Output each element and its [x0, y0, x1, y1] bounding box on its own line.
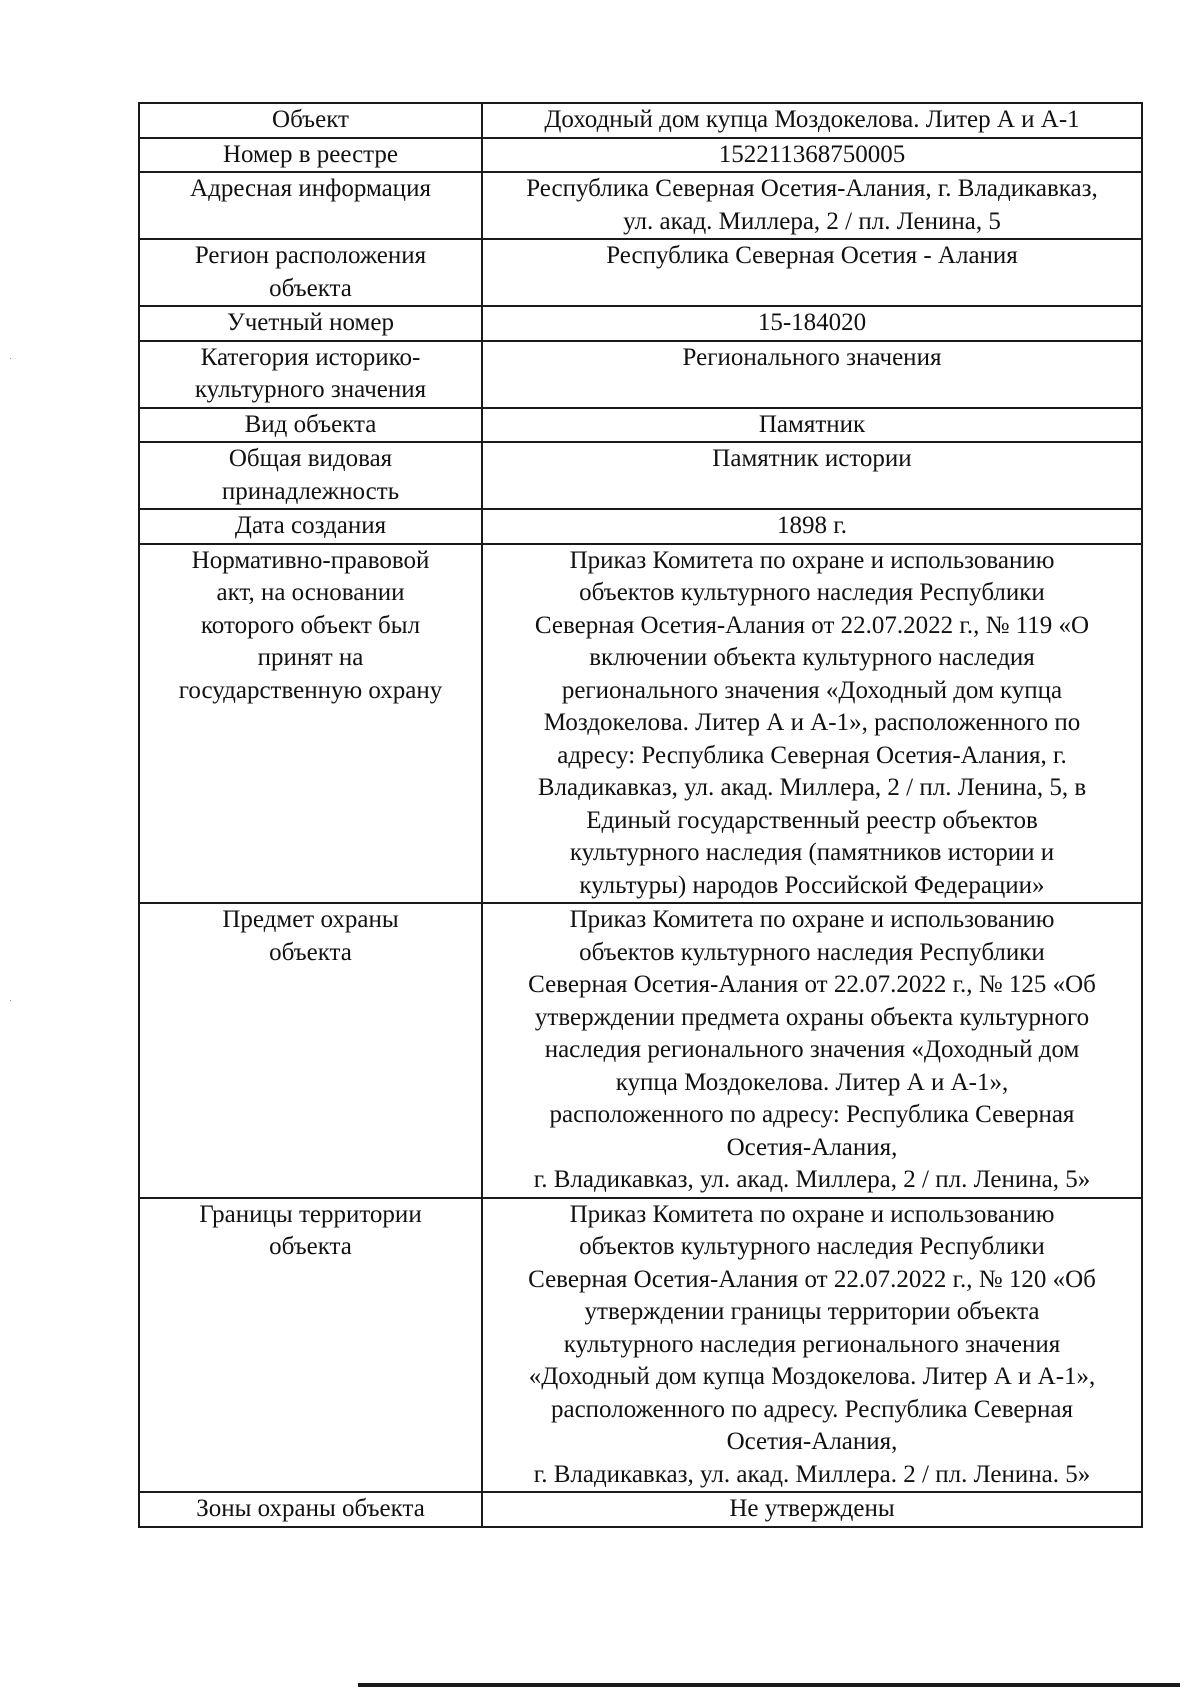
field-label-line: акт, на основании — [216, 579, 405, 606]
table-row — [139, 138, 1142, 173]
field-label-line: объекта — [269, 1233, 352, 1260]
field-value-line: Северная Осетия-Алания от 22.07.2022 г., № 120 «Об — [528, 1265, 1096, 1293]
field-value-line: 152211368750005 — [718, 140, 906, 168]
field-label-cell — [139, 903, 482, 1198]
table-row — [139, 509, 1142, 544]
bottom-edge-line — [358, 1683, 1180, 1687]
field-value-line: Приказ Комитета по охране и использованию — [569, 546, 1055, 574]
field-value-line: Приказ Комитета по охране и использованию — [569, 906, 1055, 933]
field-label-line: Зоны охраны объекта — [196, 1495, 425, 1522]
field-label-cell — [139, 172, 482, 239]
table-row — [139, 341, 1142, 408]
field-label-line: принят на — [257, 644, 364, 671]
field-label-cell — [139, 239, 482, 306]
field-label-line: Общая видовая — [228, 445, 393, 472]
field-label-cell — [139, 1492, 482, 1527]
field-label-line: Адресная информация — [190, 175, 431, 202]
field-value-cell — [482, 138, 1142, 173]
field-value-line: Приказ Комитета по охране и использованию — [569, 1200, 1055, 1228]
field-label-line: государственную охрану — [178, 676, 443, 704]
field-label-line: Учетный номер — [227, 309, 394, 336]
field-value-line: Регионального значения — [682, 343, 942, 371]
field-value-line: объектов культурного наследия Республики — [579, 1233, 1045, 1260]
field-label-cell — [139, 509, 482, 544]
table-row — [139, 172, 1142, 239]
field-value-line: г. Владикавказ, ул. акад. Миллера. 2 / пл. Ленина. 5» — [533, 1460, 1091, 1488]
field-value-line: объектов культурного наследия Республики — [579, 938, 1045, 966]
field-value-cell — [482, 509, 1142, 544]
table-row — [139, 544, 1142, 904]
table-row — [139, 1492, 1142, 1527]
field-value-line: регионального значения «Доходный дом купца — [561, 676, 1063, 704]
object-passport-table — [138, 102, 1143, 1528]
field-value-line: Республика Северная Осетия - Алания — [606, 242, 1018, 269]
table-row — [139, 903, 1142, 1198]
table-row — [139, 306, 1142, 341]
field-label-line: Объект — [272, 106, 349, 133]
field-value-cell — [482, 544, 1142, 904]
field-value-line: культурного наследия (памятников истории и — [569, 839, 1055, 866]
field-value-line: Не утверждены — [729, 1495, 895, 1522]
field-value-cell — [482, 903, 1142, 1198]
field-label-cell — [139, 306, 482, 341]
field-label-line: Регион расположения — [194, 242, 427, 269]
field-value-line: г. Владикавказ, ул. акад. Миллера, 2 / пл. Ленина, 5» — [533, 1166, 1091, 1193]
field-value-line: культуры) народов Российской Федерации» — [579, 871, 1045, 899]
table-row — [139, 1198, 1142, 1493]
field-value-line: 15-184020 — [757, 309, 867, 336]
field-value-line: купца Моздокелова. Литер А и А-1», — [615, 1068, 1009, 1096]
field-value-line: Памятник истории — [712, 445, 912, 472]
field-label-cell — [139, 442, 482, 509]
field-label-line: Границы территории — [199, 1200, 422, 1228]
field-label-line: Вид объекта — [244, 410, 377, 438]
field-value-line: «Доходный дом купца Моздокелова. Литер А и А-1», — [528, 1363, 1096, 1390]
field-value-cell — [482, 239, 1142, 306]
table-row — [139, 103, 1142, 138]
scan-speck — [10, 1000, 11, 1001]
field-label-cell — [139, 138, 482, 173]
field-value-line: Республика Северная Осетия-Алания, г. Владикавказ, — [526, 175, 1098, 202]
field-value-line: объектов культурного наследия Республики — [579, 579, 1045, 606]
field-value-cell — [482, 172, 1142, 239]
field-value-cell — [482, 1492, 1142, 1527]
field-value-cell — [482, 442, 1142, 509]
field-value-line: наследия регионального значения «Доходный дом — [544, 1036, 1080, 1063]
field-value-line: адресу: Республика Северная Осетия-Алания, г. — [557, 741, 1067, 769]
field-value-line: Единый государственный реестр объектов — [586, 806, 1038, 834]
field-label-cell — [139, 544, 482, 904]
field-label-line: культурного значения — [194, 376, 427, 403]
field-value-line: Осетия-Алания, — [726, 1428, 898, 1455]
field-label-line: объекта — [269, 274, 352, 302]
field-value-line: 1898 г. — [777, 512, 847, 539]
field-value-line: Моздокелова. Литер А и А-1», расположенного по — [543, 709, 1081, 736]
table-row — [139, 442, 1142, 509]
field-label-line: принадлежность — [221, 477, 400, 505]
table-row — [139, 239, 1142, 306]
field-value-cell — [482, 341, 1142, 408]
field-label-line: объекта — [269, 938, 352, 966]
field-label-cell — [139, 103, 482, 138]
field-label-line: Категория историко- — [200, 343, 421, 371]
field-label-cell — [139, 341, 482, 408]
field-value-line: ул. акад. Миллера, 2 / пл. Ленина, 5 — [623, 207, 1001, 235]
field-label-cell — [139, 408, 482, 443]
scan-speck — [10, 358, 11, 359]
field-value-cell — [482, 306, 1142, 341]
field-value-line: расположенного по адресу: Республика Северная — [549, 1101, 1075, 1128]
field-value-line: Осетия-Алания, — [726, 1133, 898, 1161]
field-value-line: Памятник — [758, 410, 866, 438]
field-value-line: культурного наследия регионального значения — [563, 1330, 1061, 1358]
passport-table-body — [139, 103, 1142, 1527]
field-value-line: утверждении предмета охраны объекта культурного — [534, 1003, 1090, 1031]
field-value-cell — [482, 408, 1142, 443]
field-label-line: Предмет охраны — [222, 906, 399, 933]
field-label-cell — [139, 1198, 482, 1493]
table-row — [139, 408, 1142, 443]
field-value-line: расположенного по адресу. Республика Северная — [550, 1395, 1073, 1423]
field-value-line: Доходный дом купца Моздокелова. Литер А и А-1 — [544, 106, 1080, 133]
field-value-cell — [482, 103, 1142, 138]
field-value-line: Северная Осетия-Алания от 22.07.2022 г., № 125 «Об — [528, 971, 1096, 998]
field-value-line: утверждении границы территории объекта — [584, 1298, 1040, 1325]
field-value-line: включении объекта культурного наследия — [589, 644, 1035, 671]
field-label-line: которого объект был — [200, 611, 421, 639]
field-value-line: Владикавказ, ул. акад. Миллера, 2 / пл. Ленина, 5, в — [537, 774, 1087, 801]
field-value-line: Северная Осетия-Алания от 22.07.2022 г., № 119 «О — [534, 611, 1090, 639]
field-value-cell — [482, 1198, 1142, 1493]
field-label-line: Номер в реестре — [222, 140, 399, 168]
field-label-line: Дата создания — [234, 512, 387, 539]
field-label-line: Нормативно-правовой — [191, 546, 430, 574]
